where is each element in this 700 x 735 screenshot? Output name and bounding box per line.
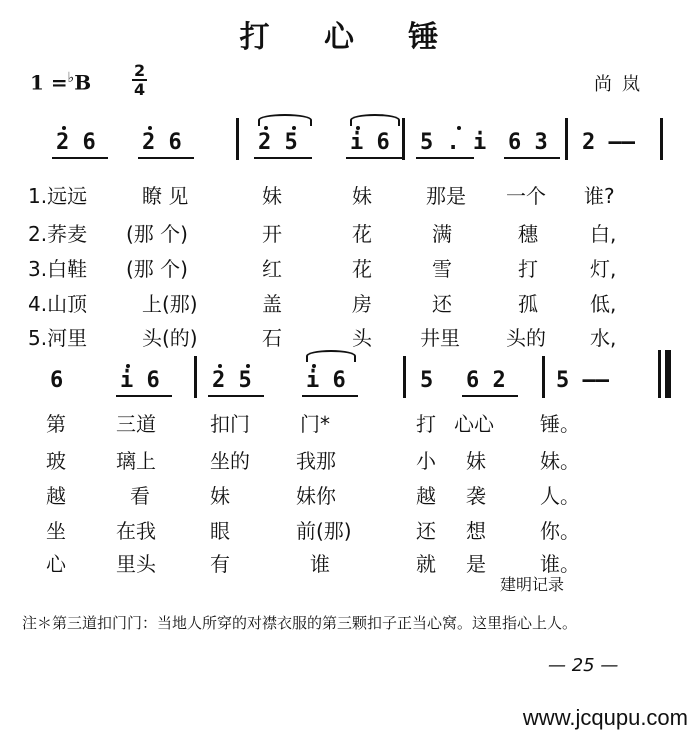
octave-dot — [312, 364, 316, 368]
lyric: 想 — [466, 519, 486, 543]
lyric: 第 — [46, 412, 66, 436]
lyric: 4.山顶 — [28, 292, 88, 316]
lyric: 2.荞麦 — [28, 222, 88, 246]
note-group: 2 —— — [582, 130, 635, 155]
lyric: 前(那) — [296, 519, 352, 543]
lyric: 越 — [416, 484, 436, 508]
octave-dot — [457, 126, 461, 130]
note-group: 6 3 — [508, 130, 548, 155]
octave-dot — [218, 364, 222, 368]
beam — [346, 157, 402, 159]
lyric: 妹你 — [296, 484, 336, 508]
note-group: i 6 — [350, 130, 390, 155]
bar-line — [542, 356, 545, 398]
octave-dot — [356, 126, 360, 130]
recorder-credit: 建明记录 — [500, 575, 565, 594]
lyric: 心 — [46, 552, 66, 576]
song-title: 打 心 锤 — [239, 20, 461, 55]
beam — [208, 395, 264, 397]
lyric: 上(那) — [142, 292, 198, 316]
lyric: 你。 — [540, 519, 580, 543]
note-group: 5 —— — [556, 368, 609, 393]
lyric: 眼 — [210, 519, 230, 543]
final-bar-thick — [665, 350, 671, 398]
lyric: 红 — [262, 257, 282, 281]
lyric: 越 — [46, 484, 66, 508]
lyric: (那 个) — [126, 257, 188, 281]
lyric: 盖 — [262, 292, 282, 316]
flat-sign: ♭ — [67, 70, 75, 86]
lyric: 穗 — [518, 222, 538, 246]
meter-bottom: 4 — [134, 80, 146, 99]
beam — [138, 157, 194, 159]
lyric: 开 — [262, 222, 282, 246]
lyric: 头的 — [506, 326, 546, 350]
lyric: 房 — [352, 292, 372, 316]
note-group: 2 6 — [142, 130, 182, 155]
lyric: 一个 — [506, 184, 546, 208]
lyric: 妹 — [466, 449, 486, 473]
lyric: 妹 — [262, 184, 282, 208]
lyric: 雪 — [432, 257, 452, 281]
lyric: 那是 — [426, 184, 466, 208]
lyric: 打 — [416, 412, 436, 436]
lyric: 3.白鞋 — [28, 257, 88, 281]
lyric: 门* — [300, 412, 330, 436]
lyric: 三道 — [116, 412, 156, 436]
lyric: 还 — [432, 292, 452, 316]
key-signature — [30, 70, 91, 95]
octave-dot — [264, 126, 268, 130]
lyric: 水, — [590, 326, 617, 350]
note-group: 2 5 — [212, 368, 252, 393]
lyric: 妹 — [210, 484, 230, 508]
lyric: 妹 — [352, 184, 372, 208]
lyric: 谁。 — [540, 552, 580, 576]
footnote: 注＊第三道扣门门：当地人所穿的对襟衣服的第三颗扣子正当心窝。这里指心上人。 — [22, 614, 578, 632]
lyric: 1.远远 — [28, 184, 88, 208]
final-bar-thin — [658, 350, 661, 398]
page-number: — 25 — — [548, 655, 619, 676]
note-group: 6 2 — [466, 368, 506, 393]
lyric: 锤。 — [540, 412, 580, 436]
bar-line — [403, 356, 406, 398]
lyric: 坐 — [46, 519, 66, 543]
octave-dot — [126, 364, 130, 368]
octave-dot — [62, 126, 66, 130]
lyric: 就 — [416, 552, 436, 576]
note-group: 5 — [420, 368, 434, 393]
lyric: 里头 — [116, 552, 156, 576]
beam — [116, 395, 172, 397]
note-group: 2 5 — [258, 130, 298, 155]
octave-dot — [292, 126, 296, 130]
bar-line — [194, 356, 197, 398]
lyric: 小 — [416, 449, 436, 473]
beam — [462, 395, 518, 397]
key-prefix: 1 = — [30, 70, 68, 95]
lyric: 璃上 — [116, 449, 156, 473]
note-group: 2 6 — [56, 130, 96, 155]
meter-top: 2 — [134, 61, 146, 80]
lyric: 谁 — [310, 552, 330, 576]
bar-line — [565, 118, 568, 160]
beam — [254, 157, 312, 159]
slur — [258, 114, 312, 126]
octave-dot — [148, 126, 152, 130]
lyric: 孤 — [518, 292, 538, 316]
author-name: 尚岚 — [594, 74, 650, 95]
bar-line — [402, 118, 405, 160]
lyric: 在我 — [116, 519, 156, 543]
lyric: 妹。 — [540, 449, 580, 473]
note-group: 5 . i — [420, 130, 487, 155]
lyric: 白, — [590, 222, 617, 246]
slur — [350, 114, 400, 126]
lyric: 满 — [432, 222, 452, 246]
lyric: 5.河里 — [28, 326, 88, 350]
lyric: 还 — [416, 519, 436, 543]
lyric: 有 — [210, 552, 230, 576]
lyric: (那 个) — [126, 222, 188, 246]
beam — [504, 157, 560, 159]
watermark-url: www.jcqupu.com — [522, 705, 688, 730]
lyric: 头 — [352, 326, 372, 350]
bar-line — [660, 118, 663, 160]
note-group: 6 — [50, 368, 64, 393]
lyric: 灯, — [590, 257, 617, 281]
lyric: 瞭 见 — [142, 184, 189, 208]
lyric: 打 — [518, 257, 538, 281]
lyric: 头(的) — [142, 326, 198, 350]
key-note: B — [74, 70, 92, 95]
lyric: 看 — [130, 484, 150, 508]
lyric: 井里 — [420, 326, 460, 350]
lyric: 扣门 — [210, 412, 250, 436]
time-signature — [132, 62, 147, 98]
lyric: 低, — [590, 292, 617, 316]
lyric: 谁? — [584, 184, 615, 208]
note-group: i 6 — [120, 368, 160, 393]
slur — [306, 350, 356, 362]
lyric: 是 — [466, 552, 486, 576]
lyric: 花 — [352, 222, 372, 246]
octave-dot — [246, 364, 250, 368]
lyric: 玻 — [46, 449, 66, 473]
lyric: 花 — [352, 257, 372, 281]
lyric: 人。 — [540, 484, 580, 508]
lyric: 心心 — [454, 412, 494, 436]
beam — [416, 157, 474, 159]
bar-line — [236, 118, 239, 160]
beam — [302, 395, 358, 397]
lyric: 坐的 — [210, 449, 250, 473]
lyric: 我那 — [296, 449, 336, 473]
lyric: 袭 — [466, 484, 486, 508]
note-group: i 6 — [306, 368, 346, 393]
lyric: 石 — [262, 326, 282, 350]
beam — [52, 157, 108, 159]
